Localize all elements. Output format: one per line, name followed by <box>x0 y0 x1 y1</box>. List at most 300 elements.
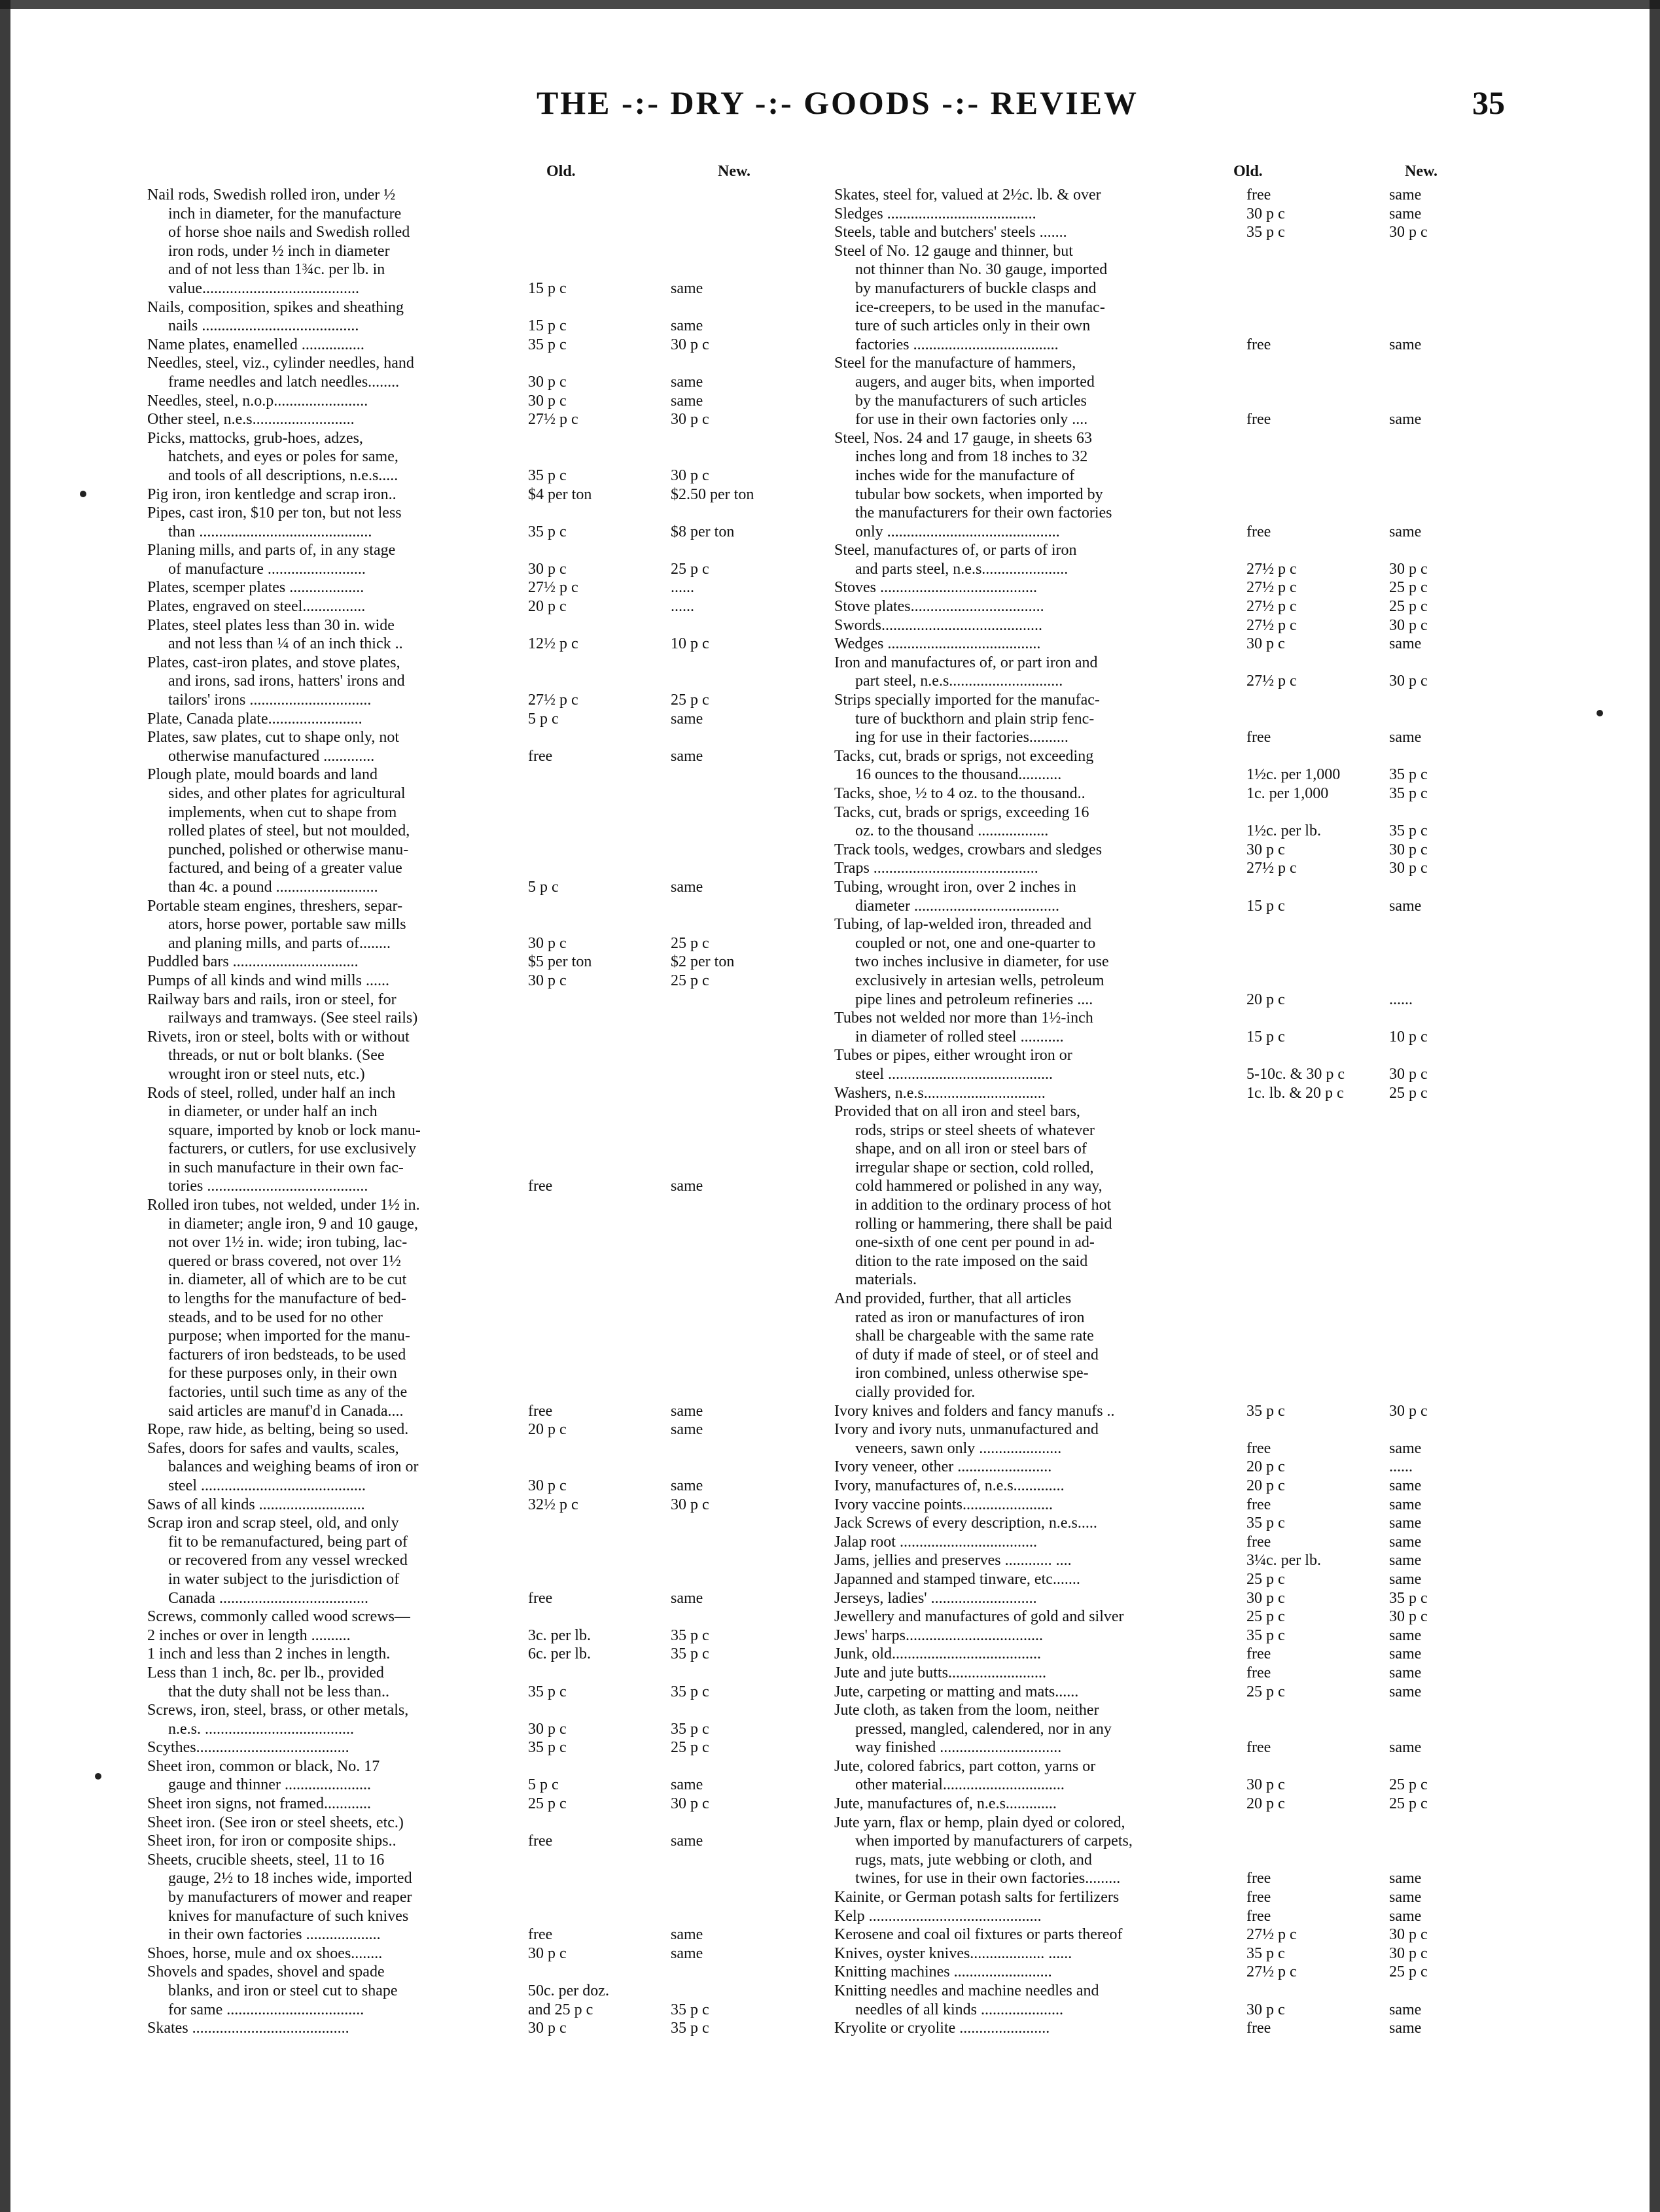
tariff-entry <box>834 1290 1489 1402</box>
item-text-line: materials. <box>855 1271 917 1289</box>
old-rate-value: 30 p c <box>1246 205 1285 222</box>
item-text-line: Tubes or pipes, either wrought iron or <box>834 1047 1072 1064</box>
tariff-entry <box>834 223 1489 242</box>
item-text-line: wrought iron or steel nuts, etc.) <box>168 1065 365 1083</box>
new-rate-value: same <box>1389 336 1422 353</box>
new-rate-value: 25 p c <box>671 692 709 709</box>
item-text-line: Sheet iron, for iron or composite ships.. <box>147 1833 397 1850</box>
new-rate <box>1389 635 1487 654</box>
tariff-item <box>147 1607 514 1626</box>
old-rate <box>1246 1645 1377 1664</box>
old-rate-value: free <box>1246 1496 1271 1513</box>
tariff-item <box>147 354 514 391</box>
new-rate-value: same <box>671 1402 703 1420</box>
item-text-line: Washers, n.e.s............................... <box>834 1084 1046 1102</box>
old-rate-value: 20 p c <box>1246 991 1285 1008</box>
old-rate-value: free <box>1246 1739 1271 1757</box>
tariff-item <box>834 1009 1201 1046</box>
tariff-item <box>147 485 514 504</box>
item-text-line: Track tools, wedges, crowbars and sledges <box>834 841 1103 858</box>
new-rate-value: ...... <box>671 579 694 597</box>
new-rate <box>671 1177 795 1196</box>
new-rate-value: same <box>671 1776 703 1794</box>
new-rate-value: 30 p c <box>671 466 709 484</box>
item-text-line: balances and weighing beams of iron or <box>168 1458 419 1476</box>
tariff-entry <box>147 2019 802 2038</box>
old-rate <box>528 466 659 485</box>
tariff-entry <box>834 1907 1489 1926</box>
item-text-line: Provided that on all iron and steel bars, <box>834 1103 1080 1121</box>
new-rate <box>671 317 795 336</box>
new-rate-value: 25 p c <box>671 934 709 952</box>
tariff-entry <box>147 1514 802 1607</box>
tariff-item <box>834 223 1201 242</box>
new-rate-value: $2 per ton <box>671 953 735 971</box>
tariff-entry <box>147 1944 802 1963</box>
new-rate <box>1389 822 1487 841</box>
old-rate-value: 1c. per 1,000 <box>1246 785 1329 802</box>
new-rate-value: 30 p c <box>671 1496 709 1513</box>
new-rate <box>1389 1589 1487 1608</box>
item-text-line: Skates, steel for, valued at 2½c. lb. & over <box>834 186 1101 203</box>
item-text-line: tubular bow sockets, when imported by <box>855 485 1103 503</box>
item-text-line: Kryolite or cryolite ....................... <box>834 2020 1050 2037</box>
new-rate <box>671 972 795 991</box>
new-rate <box>1389 1533 1487 1552</box>
new-rate-value: same <box>1389 1870 1422 1887</box>
item-text-line: 16 ounces to the thousand........... <box>855 766 1062 784</box>
tariff-item <box>834 1944 1201 1963</box>
old-rate <box>1246 205 1377 224</box>
item-text-line: pipe lines and petroleum refineries .... <box>855 991 1093 1008</box>
item-text-line: needles of all kinds ..................... <box>855 2001 1063 2018</box>
tariff-entry <box>834 578 1489 597</box>
old-rate-value: 5 p c <box>528 1776 559 1794</box>
new-rate-value: same <box>1389 1889 1422 1906</box>
old-rate <box>528 1496 659 1515</box>
old-rate <box>528 1944 659 1963</box>
old-rate-value: 1½c. per lb. <box>1246 822 1321 840</box>
tariff-item <box>147 1664 514 1701</box>
old-rate-value: 25 p c <box>1246 1570 1285 1588</box>
tariff-item <box>147 186 514 298</box>
tariff-item <box>834 1814 1201 1888</box>
item-text-line: Junk, old...................................... <box>834 1645 1042 1663</box>
new-rate <box>1389 765 1487 784</box>
tariff-entry <box>147 597 802 616</box>
old-rate <box>1246 223 1377 242</box>
item-text-line: way finished ............................... <box>855 1739 1062 1757</box>
tariff-entry <box>147 728 802 765</box>
new-rate <box>1389 897 1487 916</box>
tariff-entry <box>834 747 1489 784</box>
item-text-line: Plates, scemper plates ................... <box>147 579 364 597</box>
tariff-item <box>147 897 514 953</box>
old-rate-value: free <box>1246 186 1271 203</box>
tariff-item <box>834 1645 1201 1664</box>
old-rate <box>1246 1477 1377 1496</box>
item-text-line: implements, when cut to shape from <box>168 803 397 821</box>
tariff-item <box>147 728 514 765</box>
item-text-line: otherwise manufactured ............. <box>168 747 375 765</box>
tariff-item <box>147 298 514 336</box>
item-text-line: ture of buckthorn and plain strip fenc- <box>855 710 1095 728</box>
new-rate-value: 35 p c <box>1389 822 1428 840</box>
item-text-line: Plough plate, mould boards and land <box>147 766 378 784</box>
new-rate-value: 10 p c <box>1389 1028 1428 1045</box>
item-text-line: Kainite, or German potash salts for fertilizers <box>834 1889 1120 1906</box>
new-rate <box>671 466 795 485</box>
tariff-entry <box>147 410 802 429</box>
item-text-line: cold hammered or polished in any way, <box>855 1178 1103 1195</box>
tariff-entry <box>834 803 1489 841</box>
item-text-line: Plates, saw plates, cut to shape only, not <box>147 729 400 746</box>
item-text-line: rugs, mats, jute webbing or cloth, and <box>855 1851 1092 1869</box>
tariff-item <box>147 1645 514 1664</box>
new-rate <box>671 560 795 579</box>
item-text-line: dition to the rate imposed on the said <box>855 1252 1088 1270</box>
old-rate-value: $5 per ton <box>528 953 592 971</box>
new-rate-heading: New. <box>718 163 751 180</box>
item-text-line: in diameter; angle iron, 9 and 10 gauge, <box>168 1215 418 1233</box>
tariff-item <box>834 186 1201 205</box>
old-rate-value: free <box>1246 1664 1271 1681</box>
item-text-line: Jute, colored fabrics, part cotton, yarns or <box>834 1757 1096 1775</box>
new-rate-value: same <box>1389 186 1422 203</box>
old-rate <box>528 1589 659 1608</box>
new-rate-value: same <box>1389 1477 1422 1494</box>
new-rate-value: same <box>671 1589 703 1607</box>
tariff-item <box>834 915 1201 1009</box>
tariff-entry <box>147 991 802 1028</box>
tariff-item <box>834 859 1201 878</box>
old-rate <box>1246 410 1377 429</box>
item-text-line: in addition to the ordinary process of hot <box>855 1197 1112 1214</box>
old-rate <box>1246 1776 1377 1795</box>
tariff-item <box>834 1477 1201 1496</box>
new-rate-value: 35 p c <box>671 1720 709 1738</box>
new-rate-value: same <box>1389 1645 1422 1663</box>
tariff-item <box>147 1832 514 1851</box>
old-rate-value: 25 p c <box>1246 1683 1285 1700</box>
new-rate <box>671 691 795 710</box>
new-rate <box>671 410 795 429</box>
tariff-item <box>834 1570 1201 1589</box>
old-rate <box>1246 1888 1377 1907</box>
new-rate <box>1389 578 1487 597</box>
tariff-item <box>834 878 1201 915</box>
new-rate <box>671 1683 795 1702</box>
tariff-entry <box>834 841 1489 860</box>
item-text-line: ing for use in their factories.......... <box>855 729 1068 746</box>
old-rate <box>528 934 659 953</box>
tariff-item <box>834 747 1201 784</box>
new-rate <box>671 1720 795 1739</box>
tariff-entry <box>834 186 1489 205</box>
new-rate <box>1389 1439 1487 1458</box>
tariff-item <box>834 1402 1201 1421</box>
old-rate-value: 15 p c <box>1246 897 1285 915</box>
new-rate-value: 30 p c <box>1389 1065 1428 1083</box>
item-text-line: Ivory knives and folders and fancy manufs .. <box>834 1402 1115 1420</box>
tariff-entry <box>147 336 802 355</box>
tariff-entry <box>147 298 802 336</box>
tariff-item <box>147 1084 514 1197</box>
tariff-entry <box>834 1795 1489 1814</box>
tariff-item <box>834 1533 1201 1552</box>
old-rate-value: 30 p c <box>528 972 567 989</box>
tariff-entry <box>147 1028 802 1084</box>
tariff-item <box>147 972 514 991</box>
item-text-line: in. diameter, all of which are to be cut <box>168 1271 407 1289</box>
tariff-entry <box>147 972 802 991</box>
old-rate <box>528 1477 659 1496</box>
tariff-item <box>834 1458 1201 1477</box>
item-text-line: Stove plates.................................. <box>834 598 1044 616</box>
item-text-line: Steels, table and butchers' steels ....... <box>834 224 1067 241</box>
old-rate <box>1246 765 1377 784</box>
old-rate <box>1246 728 1377 747</box>
old-rate-value: 20 p c <box>528 598 567 616</box>
item-text-line: Jute and jute butts......................... <box>834 1664 1046 1681</box>
old-rate-value: 27½ p c <box>1246 560 1297 578</box>
item-text-line: Shovels and spades, shovel and spade <box>147 1963 385 1981</box>
tariff-item <box>147 1795 514 1814</box>
old-rate <box>528 392 659 411</box>
item-text-line: Sheet iron. (See iron or steel sheets, etc.) <box>147 1814 404 1831</box>
item-text-line: Plates, steel plates less than 30 in. wide <box>147 616 395 634</box>
item-text-line: Traps .......................................... <box>834 860 1038 877</box>
tariff-item <box>834 242 1201 355</box>
tariff-entry <box>147 1420 802 1439</box>
item-text-line: Jews' harps................................... <box>834 1626 1043 1644</box>
tariff-entry <box>147 485 802 504</box>
new-rate <box>1389 560 1487 579</box>
tariff-entry <box>147 1196 802 1420</box>
old-rate <box>1246 1514 1377 1533</box>
tariff-item <box>147 429 514 485</box>
new-rate-value: 30 p c <box>671 1795 709 1813</box>
old-rate-value: free <box>1246 1645 1271 1663</box>
new-rate <box>671 597 795 616</box>
item-text-line: Nail rods, Swedish rolled iron, under ½ <box>147 186 396 203</box>
item-text-line: one-sixth of one cent per pound in ad- <box>855 1234 1095 1252</box>
new-rate-value: same <box>671 1926 703 1944</box>
item-text-line: Jerseys, ladies' ........................... <box>834 1589 1037 1607</box>
old-rate <box>1246 1402 1377 1421</box>
tariff-entry <box>147 953 802 972</box>
tariff-entry <box>834 915 1489 1009</box>
old-rate <box>528 1402 659 1421</box>
tariff-entry <box>834 1458 1489 1477</box>
tariff-list-right <box>834 186 1489 2038</box>
item-text-line: rated as iron or manufactures of iron <box>855 1308 1085 1326</box>
tariff-entry <box>834 242 1489 355</box>
old-rate <box>1246 1589 1377 1608</box>
new-rate-value: same <box>1389 1570 1422 1588</box>
new-rate-value: 35 p c <box>1389 766 1428 784</box>
item-text-line: Planing mills, and parts of, in any stage <box>147 542 396 559</box>
new-rate-value: 25 p c <box>1389 598 1428 616</box>
new-rate-value: same <box>1389 2020 1422 2037</box>
new-rate <box>1389 1888 1487 1907</box>
new-rate <box>671 635 795 654</box>
new-rate-value: 25 p c <box>1389 579 1428 597</box>
old-rate-value: free <box>1246 2020 1271 2037</box>
new-rate <box>671 1738 795 1757</box>
old-rate-value: free <box>1246 1889 1271 1906</box>
new-rate-value: 10 p c <box>671 635 709 653</box>
new-rate-value: 25 p c <box>671 972 709 989</box>
old-rate <box>528 691 659 710</box>
item-text-line: iron rods, under ½ inch in diameter <box>168 242 390 260</box>
old-rate <box>528 578 659 597</box>
old-rate <box>1246 1925 1377 1944</box>
old-rate-value: 12½ p c <box>528 635 578 653</box>
tariff-item <box>147 710 514 729</box>
new-rate-value: 25 p c <box>671 1739 709 1757</box>
new-rate-value: ...... <box>1389 991 1413 1008</box>
item-text-line: of manufacture ......................... <box>168 560 366 578</box>
new-rate <box>1389 1402 1487 1421</box>
item-text-line: Puddled bars ................................ <box>147 953 359 971</box>
tariff-item <box>834 691 1201 747</box>
tariff-entry <box>147 1832 802 1851</box>
item-text-line: and tools of all descriptions, n.e.s..... <box>168 466 398 484</box>
item-text-line: in water subject to the jurisdiction of <box>168 1570 400 1588</box>
old-rate <box>1246 336 1377 355</box>
tariff-entry <box>834 616 1489 635</box>
tariff-entry <box>834 1944 1489 1963</box>
old-rate-value: free <box>1246 1533 1271 1551</box>
tariff-entry <box>147 654 802 710</box>
old-rate-value: 35 p c <box>1246 1944 1285 1962</box>
new-rate-value: 30 p c <box>1389 841 1428 858</box>
item-text-line: that the duty shall not be less than.. <box>168 1683 389 1700</box>
item-text-line: factured, and being of a greater value <box>168 860 402 877</box>
new-rate <box>671 934 795 953</box>
old-rate-value: free <box>528 1402 553 1420</box>
item-text-line: Pumps of all kinds and wind mills ...... <box>147 972 390 989</box>
new-rate <box>671 953 795 972</box>
scan-top-edge <box>0 0 1660 9</box>
old-rate <box>1246 1738 1377 1757</box>
margin-dot <box>1597 710 1603 716</box>
new-rate <box>1389 1477 1487 1496</box>
tariff-entry <box>834 597 1489 616</box>
new-rate <box>1389 991 1487 1009</box>
old-rate-value: 30 p c <box>1246 841 1285 858</box>
old-rate-value: 27½ p c <box>1246 1963 1297 1981</box>
tariff-entry <box>147 1607 802 1626</box>
new-rate-value: 35 p c <box>671 1645 709 1663</box>
item-text-line: Jams, jellies and preserves ............ .... <box>834 1552 1072 1570</box>
new-rate-value: same <box>671 317 703 335</box>
tariff-entry <box>834 1982 1489 2019</box>
new-rate-value: 30 p c <box>1389 1402 1428 1420</box>
new-rate <box>671 2019 795 2038</box>
tariff-entry <box>834 1102 1489 1290</box>
old-rate-value: 30 p c <box>528 1720 567 1738</box>
tariff-entry <box>834 1009 1489 1046</box>
tariff-entry <box>147 1757 802 1795</box>
old-rate-value: free <box>528 1589 553 1607</box>
tariff-entry <box>834 1589 1489 1608</box>
scan-right-edge <box>1650 0 1660 2212</box>
item-text-line: and parts steel, n.e.s...................... <box>855 560 1068 578</box>
new-rate-value: 25 p c <box>1389 1795 1428 1813</box>
old-rate <box>528 1177 659 1196</box>
new-rate-value: same <box>671 373 703 391</box>
item-text-line: Ivory and ivory nuts, unmanufactured and <box>834 1421 1099 1439</box>
tariff-item <box>147 541 514 578</box>
old-rate <box>1246 991 1377 1009</box>
new-rate-value: 30 p c <box>1389 560 1428 578</box>
old-rate-value: 20 p c <box>1246 1477 1285 1494</box>
old-rate-value: 50c. per doz. <box>528 1982 609 1999</box>
new-rate <box>1389 1084 1487 1103</box>
item-text-line: than ............................................ <box>168 523 372 540</box>
new-rate-value: same <box>671 878 703 896</box>
new-rate-value: same <box>1389 411 1422 429</box>
new-rate <box>1389 597 1487 616</box>
item-text-line: Knitting needles and machine needles and <box>834 1982 1099 1999</box>
item-text-line: Ivory, manufactures of, n.e.s............. <box>834 1477 1065 1494</box>
tariff-item <box>147 1814 514 1833</box>
old-rate-value: free <box>1246 523 1271 540</box>
old-rate <box>1246 1795 1377 1814</box>
new-rate-value: same <box>1389 1739 1422 1757</box>
new-rate <box>1389 1458 1487 1477</box>
item-text-line: exclusively in artesian wells, petroleum <box>855 972 1104 989</box>
old-rate-value: 5 p c <box>528 710 559 728</box>
item-text-line: Rope, raw hide, as belting, being so used. <box>147 1421 409 1439</box>
tariff-entry <box>147 1664 802 1701</box>
tariff-item <box>147 953 514 972</box>
old-rate-value: 20 p c <box>1246 1458 1285 1476</box>
new-rate <box>671 878 795 897</box>
item-text-line: Strips specially imported for the manufac- <box>834 692 1100 709</box>
tariff-item <box>834 654 1201 691</box>
tariff-item <box>147 1439 514 1496</box>
new-rate-value: same <box>671 392 703 410</box>
item-text-line: inch in diameter, for the manufacture <box>168 205 402 222</box>
old-rate <box>528 878 659 897</box>
old-rate-value: 27½ p c <box>1246 598 1297 616</box>
item-text-line: said articles are manuf'd in Canada.... <box>168 1402 404 1420</box>
new-rate <box>1389 523 1487 542</box>
item-text-line: Safes, doors for safes and vaults, scales, <box>147 1439 399 1457</box>
item-text-line: Tacks, cut, brads or sprigs, not exceeding <box>834 747 1094 765</box>
new-rate-value: 30 p c <box>671 411 709 429</box>
item-text-line: ators, horse power, portable saw mills <box>168 916 406 934</box>
item-text-line: oz. to the thousand .................. <box>855 822 1049 840</box>
item-text-line: quered or brass covered, not over 1½ <box>168 1252 401 1270</box>
new-rate-value: same <box>1389 1533 1422 1551</box>
tariff-entry <box>147 1814 802 1833</box>
item-text-line: sides, and other plates for agricultural <box>168 785 406 802</box>
item-text-line: for these purposes only, in their own <box>168 1365 397 1382</box>
old-rate <box>528 560 659 579</box>
tariff-item <box>834 616 1201 635</box>
new-rate <box>1389 1570 1487 1589</box>
tariff-entry <box>834 1084 1489 1103</box>
tariff-item <box>834 1683 1201 1702</box>
item-text-line: Nails, composition, spikes and sheathing <box>147 298 404 316</box>
item-text-line: Steel of No. 12 gauge and thinner, but <box>834 242 1073 260</box>
item-text-line: Needles, steel, n.o.p........................ <box>147 392 368 410</box>
old-rate-heading: Old. <box>546 163 576 180</box>
